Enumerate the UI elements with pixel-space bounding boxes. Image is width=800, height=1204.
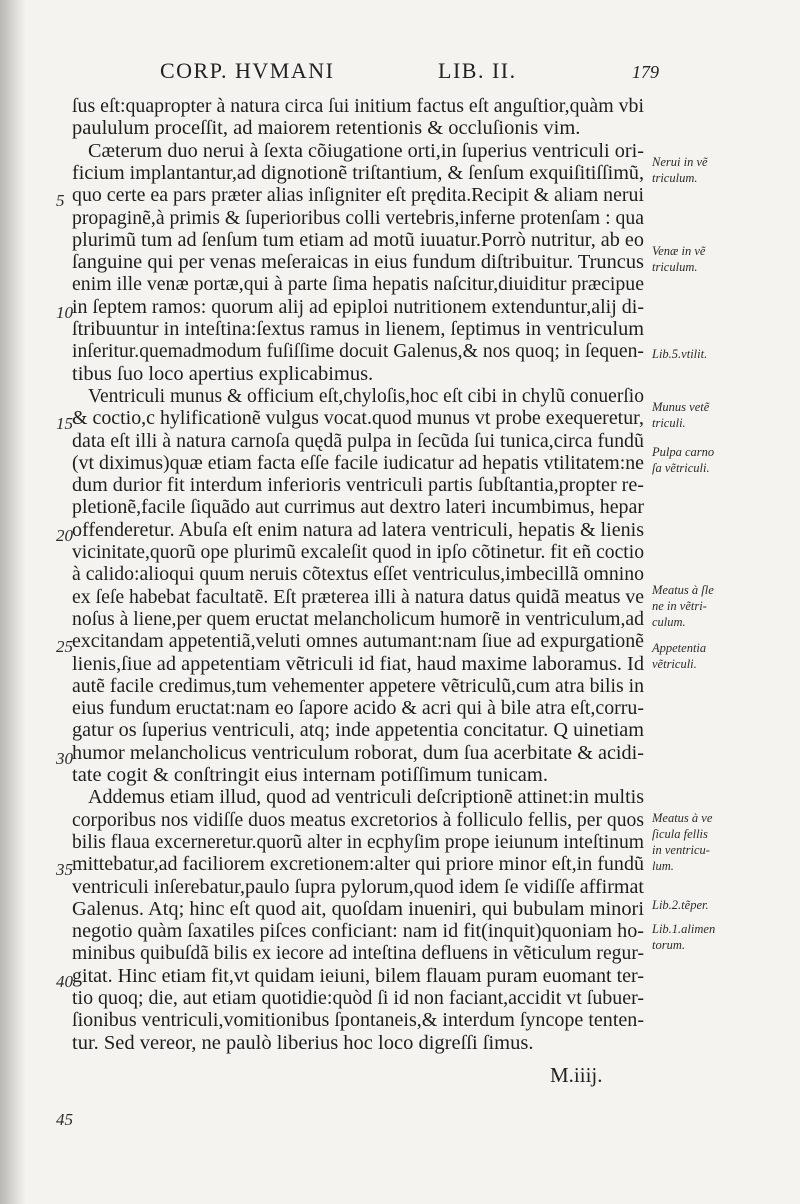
line-number: 45 [56, 1110, 73, 1129]
margin-note-line: lum. [652, 858, 674, 873]
text-line: in ſeptem ramos: quorum alij ad epiploi nutritionem extenduntur,alij di- [72, 295, 644, 318]
text-line: eius fundum eructat:nam eo ſapore acido & acri qui à bile atra eſt,corru- [72, 697, 644, 720]
text-line: negotio quàm ſaxatiles piſces conficiant: nam id fit(inquit)quoniam ho- [72, 920, 644, 943]
margin-note-line: ſa vẽtriculi. [652, 460, 710, 475]
text-line: Ventriculi munus & officium eſt,chyloſis,hoc eſt cibi in chylũ conuerſio [88, 384, 644, 407]
margin-note-line: Lib.5.vtilit. [652, 346, 708, 361]
text-line: enim ille venæ portæ,qui à parte ſima hepatis naſcitur,diuiditur præcipue [72, 273, 644, 296]
margin-note [652, 346, 782, 362]
text-line: ficium implantantur,ad dignotionẽ triſtantium, & ſenſum exquiſitiſſimũ, [72, 161, 644, 184]
text-line: & coctio,c hylificationẽ vulgus vocat.quod munus vt probe exequeretur, [72, 407, 644, 430]
margin-note-line: ſicula fellis [652, 826, 708, 841]
text-line: tate cogit & conſtringit eius internam potiſſimum tunicam. [72, 764, 548, 786]
margin-note [652, 444, 782, 476]
text-line: quo certe ea pars præter alias inſigniter eſt prędita.Recipit & aliam nerui [72, 184, 644, 207]
margin-note [652, 243, 782, 275]
margin-note-line: torum. [652, 938, 685, 953]
text-line: mittebatur,ad faciliorem excretionem:alter qui priore minor eſt,in fundũ [72, 853, 644, 876]
margin-note [652, 810, 782, 874]
text-line: corporibus nos vidiſſe duos meatus excretorios à folliculo fellis, per quos [72, 808, 644, 831]
text-line: autẽ facile credimus,tum vehementer appetere vẽtriculũ,cum atra bilis in [72, 674, 644, 697]
text-line: lienis,ſiue ad appetentiam vẽtriculi id fiat, haud maxime laboramus. Id [72, 652, 644, 675]
margin-note [652, 921, 782, 953]
line-number: 20 [56, 525, 73, 545]
margin-note [652, 582, 782, 630]
margin-note-line: vẽtriculi. [652, 657, 697, 672]
margin-note [652, 399, 782, 431]
text-line: excitandam appetentiã,veluti omnes autumant:nam ſiue ad expurgationẽ [72, 630, 644, 653]
text-line: inſeritur.quemadmodum fuſiſſime docuit Galenus,& nos quoq; in ſequen- [72, 340, 644, 363]
text-line: ventriculi inſerebatur,paulo ſupra pylorum,quod idem ſe vidiſſe affirmat [72, 875, 644, 898]
running-header [150, 58, 659, 88]
binding-shadow [0, 0, 26, 1204]
margin-note-line: triculum. [652, 170, 698, 185]
line-number: 5 [56, 191, 65, 211]
text-line: (vt diximus)quæ etiam facta eſſe facile iudicatur ad hepatis vtilitatem:ne [72, 451, 644, 474]
text-line: ex ſeſe habebat facultatẽ. Eſt præterea illi à natura datus quidã meatus ve [72, 585, 644, 608]
text-line: dum durior fit interdum inferioris ventriculi partis ſubſtantia,propter re- [72, 474, 644, 497]
text-line: gitat. Hinc etiam fit,vt quidam ieiuni, bilem flauam puram euomant ter- [72, 964, 644, 987]
margin-note-line: in ventricu- [652, 842, 710, 857]
line-number: 30 [56, 748, 73, 768]
text-line: ſtribuuntur in inteſtina:ſextus ramus in lienem, ſeptimus in ventriculum [72, 318, 644, 340]
text-line: Galenus. Atq; hinc eſt quod ait, quoſdam inueniri, qui bubulam minori [72, 897, 644, 920]
text-line: Cæterum duo nerui à ſexta cõiugatione orti,in ſuperius ventriculi ori- [88, 139, 644, 162]
text-line: paululum proceſſit, ad maiorem retentionis & occluſionis vim. [72, 117, 581, 140]
margin-note-line: Venæ in vẽ [652, 244, 706, 259]
margin-note [652, 154, 782, 186]
text-line: tur. Sed vereor, ne paulò liberius hoc loco digreſſi ſimus. [72, 1031, 534, 1054]
margin-note-line: triculum. [652, 260, 698, 275]
text-line: vicinitate,quorũ ope plurimũ excaleſit quod in ipſo cõtinetur. fit eñ coctio [72, 541, 644, 563]
line-number: 10 [56, 302, 73, 322]
text-line: propaginẽ,à primis & ſuperioribus colli vertebris,inferne protenſam : qua [72, 206, 644, 229]
line-number: 25 [56, 637, 73, 657]
running-title: CORP. HVMANI [160, 58, 335, 83]
text-line: ſus eſt:quapropter à natura circa ſui initium factus eſt anguſtior,quàm vbi [72, 95, 644, 117]
text-line: minibus quibuſdã bilis ex iecore ad inteſtina defluens in vẽticulum regur- [72, 942, 644, 965]
folio-number: 179 [632, 62, 659, 82]
margin-note [652, 897, 782, 913]
text-line: ſionibus ventriculi,vomitionibus ſpontaneis,& interdum ſyncope tenten- [72, 1009, 644, 1032]
text-line: à calido:alioqui quum neruis cõtextus eſſet ventriculus,imbecillã omnino [72, 563, 644, 586]
text-line: gatur os ſuperius ventriculi, atq; inde appetentia concitatur. Q uinetiam [72, 719, 644, 742]
text-line: tio quoq; die, aut etiam quotidie:quòd ſi id non faciant,accidit vt ſubuer- [72, 987, 644, 1009]
margin-note-line: Lib.1.alimen [652, 922, 716, 937]
line-number: 40 [56, 971, 73, 991]
margin-note-line: Appetentia [652, 641, 707, 656]
text-line: tibus ſuo loco apertius explicabimus. [72, 362, 374, 385]
text-line: plurimũ tum ad ſenſum tum etiam ad motũ iuuatur.Porrò nutritur, ab eo [72, 228, 644, 251]
margin-note-line: Nerui in vẽ [652, 154, 708, 169]
text-line: offenderetur. Abuſa eſt enim natura ad latera ventriculi, hepatis & lienis [72, 518, 644, 541]
margin-note-line: ne in vẽtri- [652, 599, 707, 614]
text-line: pletionẽ,facile ſiquãdo aut currimus aut dextro lateri incumbimus, hepar [72, 496, 644, 519]
text-line: data eſt illi à natura carnoſa quędã pulpa in ſecũda ſui tunica,circa fundũ [72, 429, 644, 452]
margin-note-line: Lib.2.tẽper. [652, 897, 709, 912]
text-line: bilis flaua excerneretur.quorũ alter in ecphyſim prope ieiunum inteſtinum [72, 830, 644, 853]
margin-note-line: culum. [652, 615, 686, 630]
margin-note-line: Munus vetẽ [652, 400, 710, 415]
signature-mark: M.iiij. [550, 1063, 603, 1087]
line-number: 15 [56, 414, 73, 434]
text-line: Addemus etiam illud, quod ad ventriculi deſcriptionẽ attinet:in multis [88, 786, 644, 809]
text-line: noſus à liene,per quem eructat melancholicum humorẽ in ventriculum,ad [72, 607, 644, 630]
margin-note-line: Meatus à ſle [652, 583, 714, 598]
margin-note-line: Pulpa carno [652, 444, 715, 459]
text-line: humor melancholicus ventriculum roborat, dum ſua acerbitate & acidi- [72, 741, 644, 764]
running-book-number: LIB. II. [438, 58, 517, 83]
margin-note-line: Meatus à ve [652, 810, 713, 825]
line-number: 35 [56, 860, 73, 880]
margin-note-line: triculi. [652, 416, 686, 431]
text-line: ſanguine qui per venas meſeraicas in eius fundum diſtribuitur. Truncus [72, 251, 644, 274]
margin-note [652, 640, 782, 672]
